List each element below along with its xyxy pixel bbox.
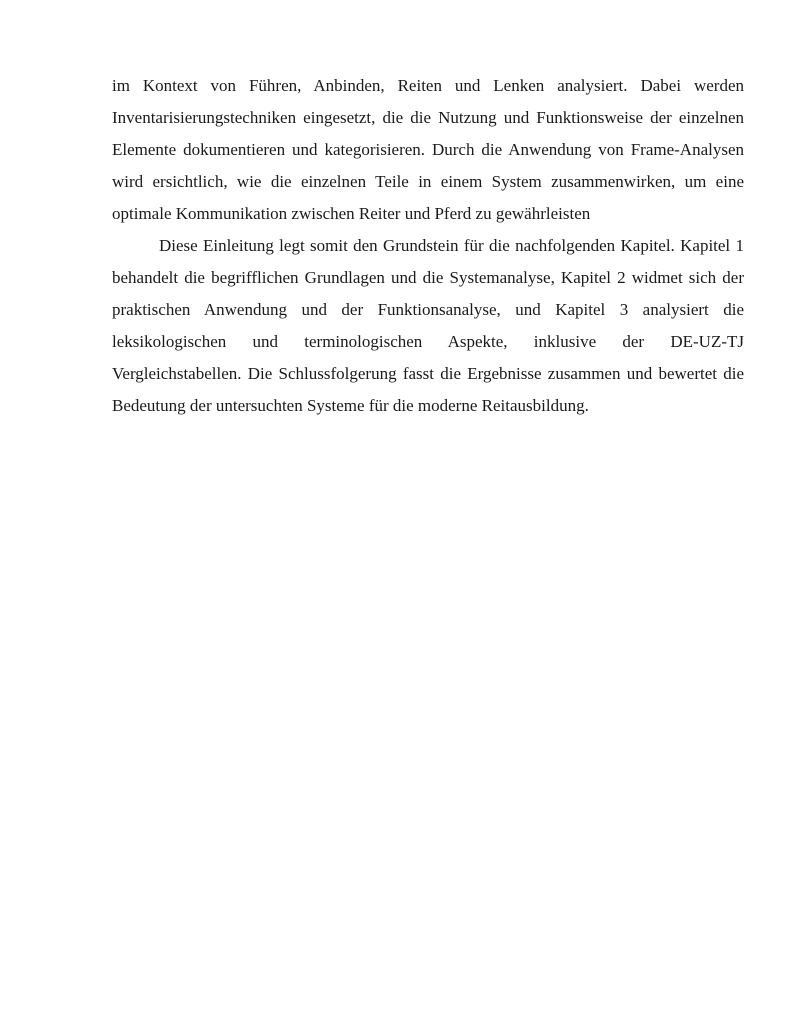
body-text — [112, 70, 744, 422]
paragraph-chapter-overview: Diese Einleitung legt somit den Grundstein für die nachfolgenden Kapitel. Kapitel 1 behandelt die begrifflichen Grundlagen und die Systemanalyse, Kapitel 2 widmet sich der praktischen Anwendung und der Funktionsanalyse, und Kapitel 3 analysiert die leksikologischen und terminologischen Aspekte, inklusive der DE-UZ-TJ Vergleichstabellen. Die Schlussfolgerung fasst die Ergebnisse zusammen und bewertet die Bedeutung der untersuchten Systeme für die moderne Reitausbildung. — [112, 236, 744, 415]
paragraph-continuation: im Kontext von Führen, Anbinden, Reiten und Lenken analysiert. Dabei werden Inventarisierungstechniken eingesetzt, die die Nutzung und Funktionsweise der einzelnen Elemente dokumentieren und kategorisieren. Durch die Anwendung von Frame-Analysen wird ersichtlich, wie die einzelnen Teile in einem System zusammenwirken, um eine optimale Kommunikation zwischen Reiter und Pferd zu gewährleisten — [112, 76, 744, 223]
